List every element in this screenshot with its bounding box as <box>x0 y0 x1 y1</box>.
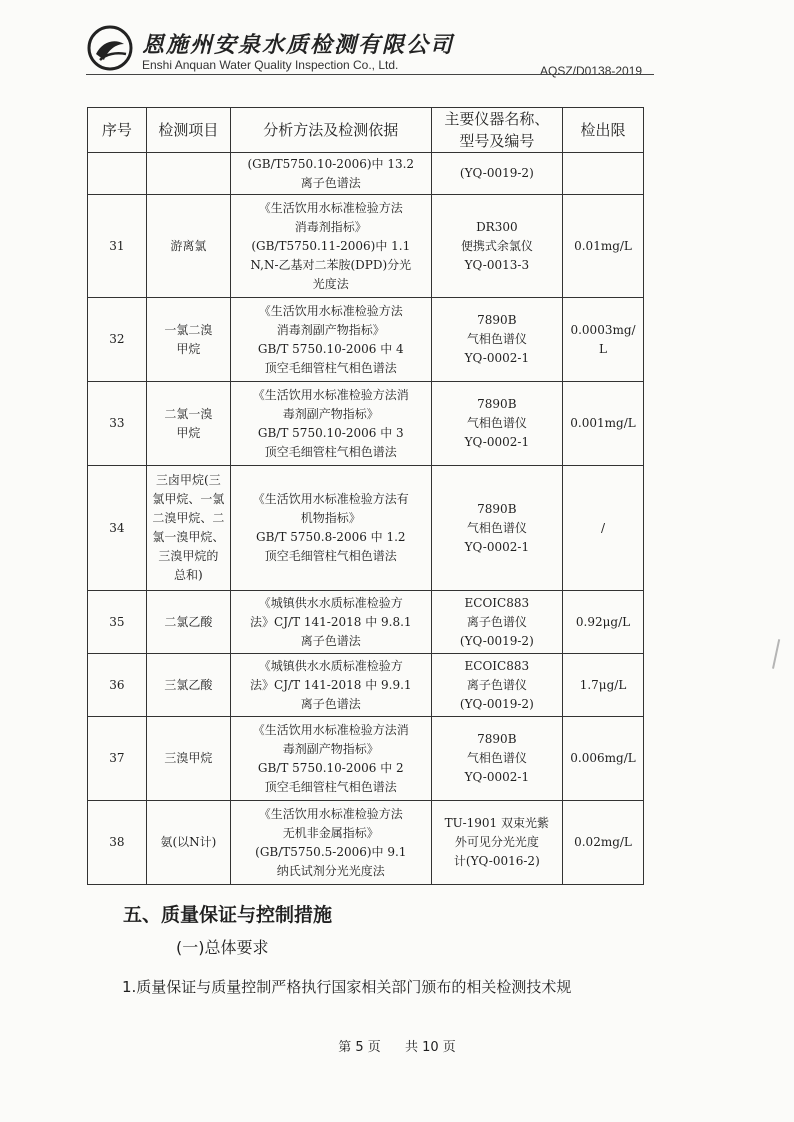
cell-no: 32 <box>88 298 147 382</box>
cell-instrument: 7890B 气相色谱仪 YQ-0002-1 <box>431 382 562 466</box>
section-heading: 五、质量保证与控制措施 <box>123 904 333 926</box>
page-total: 共 10 页 <box>404 1040 456 1055</box>
scan-artifact <box>772 639 790 671</box>
cell-no: 33 <box>88 382 147 466</box>
table-row <box>88 466 644 591</box>
document-code: AQSZ/D0138-2019 <box>540 64 643 78</box>
cell-item: 三溴甲烷 <box>146 717 230 801</box>
cell-no <box>88 153 147 195</box>
cell-no: 35 <box>88 591 147 654</box>
cell-item: 游离氯 <box>146 195 230 298</box>
cell-method: 《城镇供水水质标准检验方 法》CJ/T 141-2018 中 9.8.1 离子色谱法 <box>230 591 431 654</box>
cell-limit: 1.7μg/L <box>563 654 644 717</box>
header-instrument: 主要仪器名称、 型号及编号 <box>431 108 562 153</box>
cell-no: 34 <box>88 466 147 591</box>
page-footer <box>0 1036 794 1055</box>
header-method: 分析方法及检测依据 <box>230 108 431 153</box>
detection-methods-table <box>87 107 644 885</box>
page-number: 第 5 页 <box>338 1040 381 1055</box>
cell-instrument: ECOIC883 离子色谱仪 (YQ-0019-2) <box>431 654 562 717</box>
cell-method: 《生活饮用水标准检验方法消 毒剂副产物指标》 GB/T 5750.10-2006 中 3 顶空毛细管柱气相色谱法 <box>230 382 431 466</box>
cell-item: 一氯二溴 甲烷 <box>146 298 230 382</box>
cell-instrument: 7890B 气相色谱仪 YQ-0002-1 <box>431 717 562 801</box>
cell-limit: / <box>563 466 644 591</box>
header-no: 序号 <box>88 108 147 153</box>
cell-instrument: TU-1901 双束光紫 外可见分光光度 计(YQ-0016-2) <box>431 801 562 885</box>
cell-limit: 0.001mg/L <box>563 382 644 466</box>
cell-limit: 0.01mg/L <box>563 195 644 298</box>
cell-no: 38 <box>88 801 147 885</box>
table-row <box>88 382 644 466</box>
body-paragraph: 1.质量保证与质量控制严格执行国家相关部门颁布的相关检测技术规 <box>122 978 572 996</box>
table-row <box>88 195 644 298</box>
company-logo-icon <box>86 24 134 72</box>
cell-method: 《生活饮用水标准检验方法有 机物指标》 GB/T 5750.8-2006 中 1.2 顶空毛细管柱气相色谱法 <box>230 466 431 591</box>
company-name-cn: 恩施州安泉水质检测有限公司 <box>142 32 455 58</box>
cell-no: 36 <box>88 654 147 717</box>
cell-limit: 0.02mg/L <box>563 801 644 885</box>
cell-instrument: 7890B 气相色谱仪 YQ-0002-1 <box>431 466 562 591</box>
cell-no: 37 <box>88 717 147 801</box>
table-row <box>88 654 644 717</box>
cell-instrument: DR300 便携式余氯仪 YQ-0013-3 <box>431 195 562 298</box>
table-row <box>88 298 644 382</box>
header-limit: 检出限 <box>563 108 644 153</box>
cell-limit <box>563 153 644 195</box>
cell-instrument: (YQ-0019-2) <box>431 153 562 195</box>
cell-item: 二氯乙酸 <box>146 591 230 654</box>
header-divider <box>86 74 654 75</box>
cell-item: 氨(以N计) <box>146 801 230 885</box>
cell-item: 三氯乙酸 <box>146 654 230 717</box>
cell-limit: 0.006mg/L <box>563 717 644 801</box>
cell-method: 《城镇供水水质标准检验方 法》CJ/T 141-2018 中 9.9.1 离子色谱法 <box>230 654 431 717</box>
table-row <box>88 717 644 801</box>
subsection-heading: (一)总体要求 <box>176 938 269 957</box>
cell-item: 二氯一溴 甲烷 <box>146 382 230 466</box>
table-row <box>88 801 644 885</box>
cell-item <box>146 153 230 195</box>
cell-method: 《生活饮用水标准检验方法 消毒剂指标》 (GB/T5750.11-2006)中 1.1 N,N-乙基对二苯胺(DPD)分光 光度法 <box>230 195 431 298</box>
cell-limit: 0.92μg/L <box>563 591 644 654</box>
table-row <box>88 153 644 195</box>
cell-no: 31 <box>88 195 147 298</box>
table-header-row <box>88 108 644 153</box>
cell-instrument: 7890B 气相色谱仪 YQ-0002-1 <box>431 298 562 382</box>
cell-method: 《生活饮用水标准检验方法消 毒剂副产物指标》 GB/T 5750.10-2006 中 2 顶空毛细管柱气相色谱法 <box>230 717 431 801</box>
header-item: 检测项目 <box>146 108 230 153</box>
cell-item: 三卤甲烷(三 氯甲烷、一氯 二溴甲烷、二 氯一溴甲烷、 三溴甲烷的 总和) <box>146 466 230 591</box>
cell-instrument: ECOIC883 离子色谱仪 (YQ-0019-2) <box>431 591 562 654</box>
cell-limit: 0.0003mg/ L <box>563 298 644 382</box>
cell-method: (GB/T5750.10-2006)中 13.2 离子色谱法 <box>230 153 431 195</box>
cell-method: 《生活饮用水标准检验方法 无机非金属指标》 (GB/T5750.5-2006)中 9.1 纳氏试剂分光光度法 <box>230 801 431 885</box>
company-name-en: Enshi Anquan Water Quality Inspection Co., Ltd. <box>142 58 399 72</box>
table-row <box>88 591 644 654</box>
cell-method: 《生活饮用水标准检验方法 消毒剂副产物指标》 GB/T 5750.10-2006 中 4 顶空毛细管柱气相色谱法 <box>230 298 431 382</box>
